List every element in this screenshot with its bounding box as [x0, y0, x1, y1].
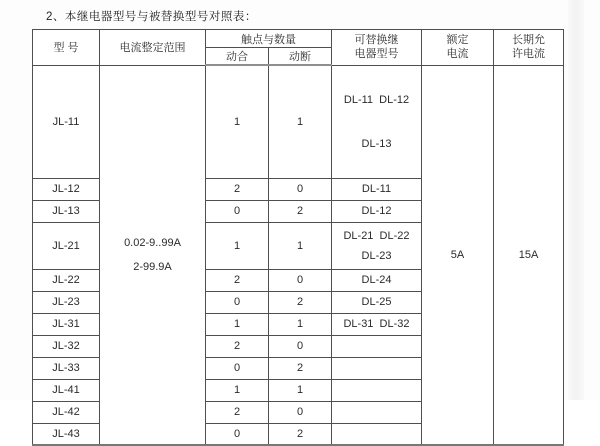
- model-cell: JL-21: [33, 222, 100, 269]
- contact-nc-cell: 1: [269, 65, 332, 178]
- contact-no-cell: 1: [206, 222, 269, 269]
- contact-nc-cell: 0: [269, 269, 332, 291]
- model-cell: JL-31: [33, 313, 100, 335]
- col-header-model: 型 号: [33, 30, 100, 66]
- section-title: 2、本继电器型号与被替换型号对照表：: [46, 11, 257, 23]
- model-cell: JL-42: [33, 401, 100, 423]
- page-edge-shading: [568, 0, 584, 400]
- model-cell: JL-22: [33, 269, 100, 291]
- contact-no-cell: 2: [206, 401, 269, 423]
- contact-no-cell: 2: [206, 335, 269, 357]
- contact-nc-cell: 0: [269, 401, 332, 423]
- table-body: [33, 65, 564, 445]
- table-header: [33, 30, 564, 66]
- contact-nc-cell: 1: [269, 379, 332, 401]
- contact-no-cell: 1: [206, 379, 269, 401]
- contact-nc-cell: 2: [269, 357, 332, 379]
- model-cell: JL-12: [33, 178, 100, 200]
- contact-nc-cell: 2: [269, 200, 332, 222]
- col-header-replaceable: 可替换继 电器型号: [332, 30, 422, 66]
- contact-no-cell: 0: [206, 200, 269, 222]
- contact-no-cell: 2: [206, 269, 269, 291]
- replaceable-cell: [332, 357, 422, 379]
- contact-no-cell: 0: [206, 357, 269, 379]
- col-header-current-range: 电流整定范围: [100, 30, 206, 66]
- replaceable-cell: [332, 423, 422, 445]
- col-header-rated-current: 额定 电流: [422, 30, 494, 66]
- contact-no-cell: 2: [206, 178, 269, 200]
- model-cell: JL-11: [33, 65, 100, 178]
- contact-nc-cell: 1: [269, 222, 332, 269]
- replaceable-cell: DL-11: [332, 178, 422, 200]
- contact-no-cell: 1: [206, 313, 269, 335]
- replaceable-cell: [332, 401, 422, 423]
- contact-nc-cell: 0: [269, 335, 332, 357]
- replaceable-cell: DL-25: [332, 291, 422, 313]
- model-cell: JL-33: [33, 357, 100, 379]
- replaceable-cell: DL-24: [332, 269, 422, 291]
- model-cell: JL-41: [33, 379, 100, 401]
- col-header-contact-nc: 动断: [269, 48, 332, 66]
- model-cell: JL-23: [33, 291, 100, 313]
- model-cell: JL-32: [33, 335, 100, 357]
- table-row: [33, 65, 564, 178]
- relay-comparison-table: [32, 29, 564, 446]
- longterm-current-cell: 15A: [494, 65, 564, 445]
- contact-no-cell: 0: [206, 291, 269, 313]
- col-header-contact-no: 动合: [206, 48, 269, 66]
- contact-nc-cell: 2: [269, 291, 332, 313]
- replaceable-cell: DL-31 DL-32: [332, 313, 422, 335]
- model-cell: JL-13: [33, 200, 100, 222]
- replaceable-cell: [332, 335, 422, 357]
- current-range-cell: 0.02-9..99A 2-99.9A: [100, 65, 206, 445]
- replaceable-cell: DL-11 DL-12 DL-13: [332, 65, 422, 178]
- contact-nc-cell: 2: [269, 423, 332, 445]
- contact-nc-cell: 0: [269, 178, 332, 200]
- replaceable-cell: DL-12: [332, 200, 422, 222]
- contact-no-cell: 1: [206, 65, 269, 178]
- contact-no-cell: 0: [206, 423, 269, 445]
- replaceable-cell: [332, 379, 422, 401]
- replaceable-cell: DL-21 DL-22 DL-23: [332, 222, 422, 269]
- col-header-longterm-current: 长期允 许电流: [494, 30, 564, 66]
- rated-current-cell: 5A: [422, 65, 494, 445]
- col-header-contacts-group: 触点与数量: [206, 30, 332, 48]
- model-cell: JL-43: [33, 423, 100, 445]
- contact-nc-cell: 1: [269, 313, 332, 335]
